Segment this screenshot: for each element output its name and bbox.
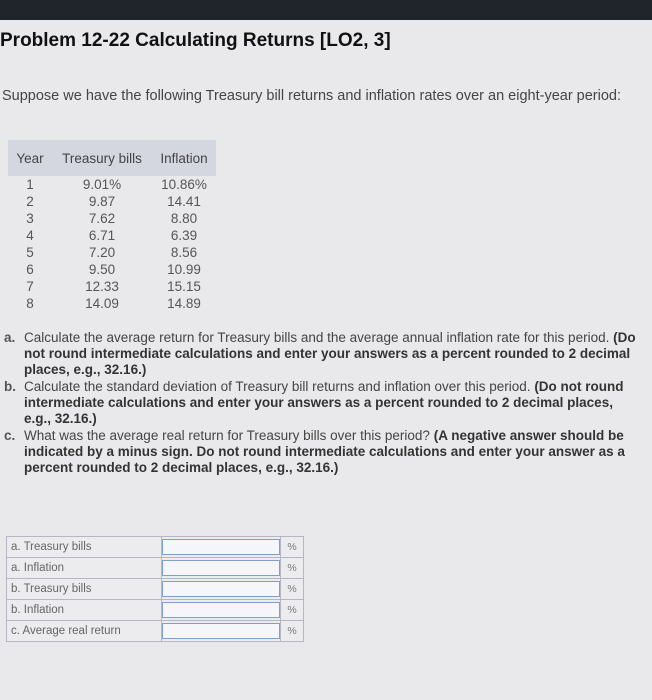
cell-treasury-bills: 7.20 (88, 245, 116, 260)
answer-label: a. Inflation (7, 558, 162, 579)
answer-label: b. Inflation (7, 600, 162, 621)
answer-table (6, 536, 304, 642)
answer-row (7, 621, 304, 642)
question-b (4, 379, 642, 427)
answer-label: b. Treasury bills (7, 579, 162, 600)
returns-table (8, 140, 216, 312)
question-letter: c. (4, 428, 16, 443)
table-row (8, 261, 216, 278)
question-a (4, 330, 642, 378)
answer-c-real-return-input[interactable] (162, 623, 280, 639)
question-text (24, 379, 642, 427)
cell-year: 5 (26, 245, 34, 260)
answer-row (7, 579, 304, 600)
question-instructions: (Do not round intermediate calculations and enter your answers as a percent rounded to 2 decimal places, e.g., 32.16.) (24, 330, 636, 377)
question-letter: a. (4, 330, 16, 345)
question-prompt: Calculate the average return for Treasury bills and the average annual inflation rate for this period. (24, 330, 610, 345)
cell-inflation: 8.80 (170, 211, 198, 226)
percent-unit: % (281, 558, 304, 579)
cell-year: 7 (26, 279, 34, 294)
question-text (24, 330, 642, 378)
answer-b-inflation-input[interactable] (162, 602, 280, 618)
cell-year: 3 (26, 211, 34, 226)
table-row (8, 176, 216, 193)
header-year: Year (8, 140, 52, 176)
returns-table-header (8, 140, 216, 176)
answer-input-cell (162, 537, 281, 558)
table-row (8, 227, 216, 244)
question-text (24, 428, 642, 476)
question-prompt: What was the average real return for Treasury bills over this period? (24, 428, 430, 443)
answer-row (7, 537, 304, 558)
cell-inflation: 14.89 (167, 296, 201, 311)
cell-treasury-bills: 6.71 (88, 228, 116, 243)
cell-year: 6 (26, 262, 34, 277)
cell-year: 4 (26, 228, 34, 243)
cell-year: 8 (26, 296, 34, 311)
answer-input-cell (162, 621, 281, 642)
cell-inflation: 6.39 (170, 228, 198, 243)
header-treasury-bills: Treasury bills (52, 140, 152, 176)
question-list (4, 330, 642, 477)
answer-input-cell (162, 558, 281, 579)
question-instructions: (A negative answer should be indicated by a minus sign. Do not round intermediate calculations and enter your answer as a percent rounded to 2 decimal places, e.g., 32.16.) (24, 428, 625, 475)
cell-inflation: 10.99 (167, 262, 201, 277)
problem-intro: Suppose we have the following Treasury bill returns and inflation rates over an eight-year period: (2, 88, 622, 104)
table-row (8, 193, 216, 210)
percent-unit: % (281, 621, 304, 642)
answer-row (7, 600, 304, 621)
answer-label: c. Average real return (7, 621, 162, 642)
answer-label: a. Treasury bills (7, 537, 162, 558)
question-letter: b. (4, 379, 16, 394)
question-c (4, 428, 642, 476)
cell-inflation: 14.41 (167, 194, 201, 209)
table-row (8, 244, 216, 261)
answer-a-treasury-bills-input[interactable] (162, 539, 280, 555)
table-row (8, 295, 216, 312)
cell-treasury-bills: 9.01% (82, 177, 122, 192)
answer-a-inflation-input[interactable] (162, 560, 280, 576)
cell-year: 1 (26, 177, 34, 192)
cell-treasury-bills: 9.87 (88, 194, 116, 209)
question-prompt: Calculate the standard deviation of Treasury bill returns and inflation over this period. (24, 379, 531, 394)
cell-treasury-bills: 7.62 (88, 211, 116, 226)
answer-b-treasury-bills-input[interactable] (162, 581, 280, 597)
cell-inflation: 10.86% (161, 177, 207, 192)
answer-input-cell (162, 579, 281, 600)
header-inflation: Inflation (152, 140, 216, 176)
cell-treasury-bills: 12.33 (85, 279, 119, 294)
problem-title: Problem 12-22 Calculating Returns [LO2, 3] (0, 30, 391, 51)
cell-treasury-bills: 14.09 (85, 296, 119, 311)
answer-input-cell (162, 600, 281, 621)
percent-unit: % (281, 579, 304, 600)
cell-inflation: 8.56 (170, 245, 198, 260)
cell-treasury-bills: 9.50 (88, 262, 116, 277)
answer-row (7, 558, 304, 579)
question-instructions: (Do not round intermediate calculations and enter your answers as a percent rounded to 2 decimal places, e.g., 32.16.) (24, 379, 624, 426)
top-bar (0, 0, 652, 20)
cell-year: 2 (26, 194, 34, 209)
table-row (8, 278, 216, 295)
table-row (8, 210, 216, 227)
percent-unit: % (281, 537, 304, 558)
cell-inflation: 15.15 (167, 279, 201, 294)
percent-unit: % (281, 600, 304, 621)
